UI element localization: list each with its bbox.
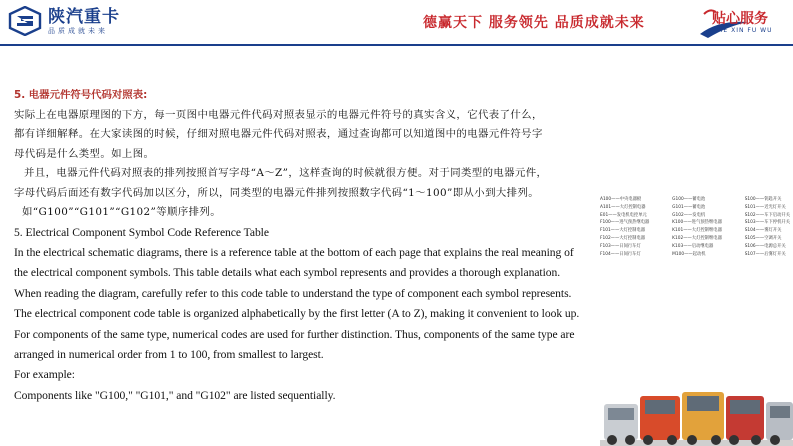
service-subtitle: TIE XIN FU WU — [716, 27, 773, 34]
code-entry: S103——车下停机开关 — [744, 220, 790, 226]
cn-paragraph-line: 如“G100”“G101”“G102”等顺序排列。 — [22, 206, 222, 218]
code-entry: E01——发电机电控单元 — [600, 212, 647, 218]
code-entry: F101——大灯控制电器 — [600, 228, 646, 234]
service-logo — [698, 8, 786, 40]
brand-subtitle: 品质成就未来 — [48, 26, 108, 35]
cn-paragraph-line: 实际上在电器原理图的下方，每一页图中电器元件代码对照表显示的电器元件符号的真实含义，它代表了什么， — [14, 108, 543, 121]
code-entry: F104——日间行车灯 — [600, 251, 641, 257]
slogan: 德赢天下 服务领先 品质成就未来 — [423, 15, 645, 31]
en-heading: 5. Electrical Component Symbol Code Reference Table — [14, 225, 269, 239]
page-header — [0, 0, 793, 44]
code-entry: G101——蓄电池 — [672, 204, 706, 210]
en-paragraph-line: In the electrical schematic diagrams, there is a reference table at the bottom of each page that explains the real meaning of — [14, 245, 574, 259]
brand-logo — [8, 6, 120, 36]
brand-name: 陕汽重卡 — [48, 6, 120, 27]
code-entry: S100——钥匙开关 — [744, 197, 782, 202]
code-entry: S106——电源总开关 — [744, 243, 786, 249]
truck-icon — [726, 396, 764, 445]
truck-icon — [766, 402, 793, 445]
code-entry: F102——大灯控制电器 — [600, 235, 646, 241]
shaanxi-logo-icon — [8, 6, 42, 36]
code-entry: S105——空调开关 — [744, 235, 782, 241]
code-entry: G102——发电机 — [672, 212, 706, 218]
code-entry: A101——大灯控制电器 — [600, 204, 646, 210]
code-entry: F100——进气预热继电器 — [600, 220, 650, 226]
code-entry: S104——雾灯开关 — [744, 228, 782, 234]
code-entry: M100——起动机 — [672, 251, 706, 257]
code-entry: K103——启动继电器 — [672, 243, 714, 249]
cn-paragraph-line: 字母代码后面还有数字代码加以区分，所以，同类型的电器元件排列按照数字代码“1～100”即从小到大排列。 — [14, 186, 540, 199]
code-column — [672, 196, 722, 258]
code-entry: K101——大灯控制继电器 — [672, 228, 722, 234]
en-paragraph-line: For components of the same type, numerical codes are used for further distinction. Thus, components of the same type are — [14, 327, 575, 341]
truck-icon — [682, 392, 724, 445]
code-column — [600, 196, 649, 258]
code-entry: K102——大灯控制继电器 — [672, 235, 722, 241]
en-paragraph-line: arranged in numerical order from 1 to 100, from smallest to largest. — [14, 347, 324, 361]
truck-icon — [640, 396, 680, 445]
en-paragraph-line: When reading the diagram, carefully refer to this code table to understand the type of component each symbol represents. — [14, 286, 572, 300]
en-paragraph-line: The electrical component code table is organized alphabetically by the first letter (A to Z), making it convenient to look up. — [14, 307, 580, 321]
code-entry: G100——蓄电池 — [672, 197, 706, 202]
service-name: 贴心服务 — [712, 11, 768, 27]
cn-paragraph-line: 并且，电器元件代码对照表的排列按照首写字母“A～Z”，这样查询的时候就很方便。对于同类型的电器元件， — [24, 167, 548, 179]
code-column — [745, 196, 790, 258]
code-entry: K100——进气预热继电器 — [672, 220, 722, 226]
truck-icon — [604, 404, 638, 445]
code-entry: A100——中央电器板 — [600, 197, 642, 202]
header-divider — [0, 44, 793, 46]
cn-paragraph-line: 母代码是什么类型。如上图。 — [14, 147, 155, 160]
code-entry: S107——后雾灯开关 — [744, 251, 786, 257]
code-entry: F103——日间行车灯 — [600, 243, 641, 249]
en-paragraph-line: Components like "G100," "G101," and "G102" are listed sequentially. — [14, 388, 336, 402]
en-paragraph-line: the electrical component symbols. This table details what each symbol represents and provides a thorough explanation. — [14, 266, 561, 280]
trucks-illustration — [600, 382, 793, 446]
en-paragraph-line: For example: — [14, 368, 75, 382]
code-reference-table — [600, 196, 790, 258]
cn-paragraph-line: 都有详细解释。在大家读图的时候，仔细对照电器元件代码对照表，通过查询都可以知道图中的电器元件符号字 — [14, 128, 543, 140]
section-title: 5. 电器元件符号代码对照表: — [14, 89, 148, 101]
code-entry: S102——车下启动开关 — [744, 212, 790, 218]
code-entry: S101——近光灯开关 — [744, 204, 786, 210]
main-content — [14, 86, 594, 406]
